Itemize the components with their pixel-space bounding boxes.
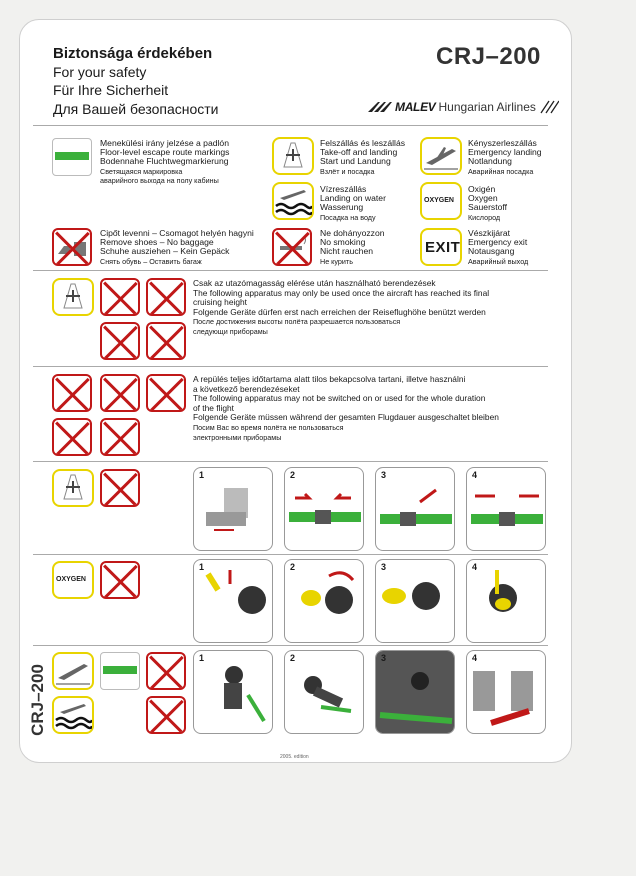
section-divider [33, 366, 548, 367]
water-landing-icon [272, 182, 314, 220]
cruise-altitude-icon [52, 278, 94, 316]
oxygen-icon: OXYGEN [52, 561, 94, 599]
header-divider [33, 125, 548, 126]
airline-brand: MALEV [395, 100, 436, 114]
baggage-prohibited-icon [146, 696, 186, 734]
printer-prohibited-icon [100, 374, 140, 412]
cd-player-prohibited-icon [146, 278, 186, 316]
seatbelt-step-3: 3 [375, 467, 455, 551]
floor-marking-label: Menekülési irány jelzése a padlón Floor-level escape route markings Bodennahe Fluchtwegmarkierung Светящаяся маркировка аварийного выхода на полу кабины [100, 138, 230, 185]
toy-car-prohibited-icon [52, 418, 92, 456]
emergency-landing-label: Kényszerleszállás Emergency landing Notlandung Аварийная посадка [468, 138, 542, 176]
title-hungarian: Biztonsága érdekében [53, 45, 213, 62]
emergency-exit-icon: EXIT [420, 228, 462, 266]
title-english: For your safety [53, 64, 147, 80]
section-divider [33, 461, 548, 462]
oxygen-icon: OXYGEN [420, 182, 462, 220]
oxygen-step-1: 1 [193, 559, 273, 643]
aircraft-model: CRJ–200 [436, 43, 541, 70]
takeoff-landing-icon [52, 469, 94, 507]
brace-step-1: 1 [193, 650, 273, 734]
remove-shoes-label: Cipőt levenni – Csomagot helyén hagyni Remove shoes – No baggage Schuhe ausziehen – Kein Gepäck Снять обувь – Оставить багаж [100, 228, 254, 266]
seatbelt-step-4: 4 [466, 467, 546, 551]
airline-logo [366, 100, 559, 114]
brace-step-3: 3 [375, 650, 455, 734]
malev-wing-icon [366, 101, 392, 113]
title-german: Für Ihre Sicherheit [53, 82, 169, 98]
side-model-label: CRJ–200 [27, 664, 47, 736]
seat-prohibited-icon [100, 469, 140, 507]
shoes-prohibited-icon [146, 652, 186, 690]
edition-note: 2005. edition [280, 754, 309, 760]
smoking-prohibited-icon [100, 561, 140, 599]
takeoff-landing-icon [272, 137, 314, 175]
camera-prohibited-icon [100, 278, 140, 316]
mobile-phone-prohibited-icon [100, 418, 140, 456]
section-divider [33, 645, 548, 646]
section-divider [33, 554, 548, 555]
floor-marking-icon [52, 138, 92, 176]
oxygen-step-3: 3 [375, 559, 455, 643]
water-landing-icon [52, 696, 94, 734]
emergency-landing-icon [420, 137, 462, 175]
seatbelt-step-1: 1 [193, 467, 273, 551]
airline-name: Hungarian Airlines [438, 100, 536, 114]
emergency-exit-label: Vészkijárat Emergency exit Notausgang Аварийный выход [468, 228, 529, 266]
title-russian: Для Вашей безопасности [53, 101, 219, 117]
seatbelt-step-2: 2 [284, 467, 364, 551]
remove-shoes-icon [52, 228, 92, 266]
radio-prohibited-icon [52, 374, 92, 412]
brace-step-4: 4 [466, 650, 546, 734]
cruise-devices-text: Csak az utazómagasság elérése után használható berendezések The following apparatus may only be used once the aircraft has reached its final cruising height Folgende Geräte dürfen erst nach erreichen der Reiseflughöhe benützt werden После достижения высоты полёта разрешается пользоваться следующи приборамы [193, 278, 490, 336]
flight-devices-text: A repülés teljes időtartama alatt tilos bekapcsolva tartani, illetve használni a következő berendezéseket The following apparatus may not be switched on or used for the whole duration of the flight Folgende Geräte müssen während der gesamten Flugdauer ausgeschaltet bleiben Посим Вас во время полёта не пользоваться электронными приборамы [193, 374, 499, 442]
oxygen-step-4: 4 [466, 559, 546, 643]
oxygen-label: Oxigén Oxygen Sauerstoff Кислород [468, 184, 508, 222]
floor-marking-icon [100, 652, 140, 690]
tv-prohibited-icon [146, 374, 186, 412]
no-smoking-label: Ne dohányozzon No smoking Nicht rauchen Не курить [320, 228, 385, 266]
hair-dryer-prohibited-icon [100, 322, 140, 360]
no-smoking-icon [272, 228, 312, 266]
water-landing-label: Vízreszállás Landing on water Wasserung Посадка на воду [320, 184, 386, 222]
oxygen-step-2: 2 [284, 559, 364, 643]
airline-stripes-icon [539, 100, 559, 114]
brace-step-2: 2 [284, 650, 364, 734]
takeoff-landing-label: Felszállás és leszállás Take-off and landing Start und Landung Взлёт и посадка [320, 138, 406, 176]
emergency-landing-icon [52, 652, 94, 690]
shaver-prohibited-icon [146, 322, 186, 360]
section-divider [33, 270, 548, 271]
